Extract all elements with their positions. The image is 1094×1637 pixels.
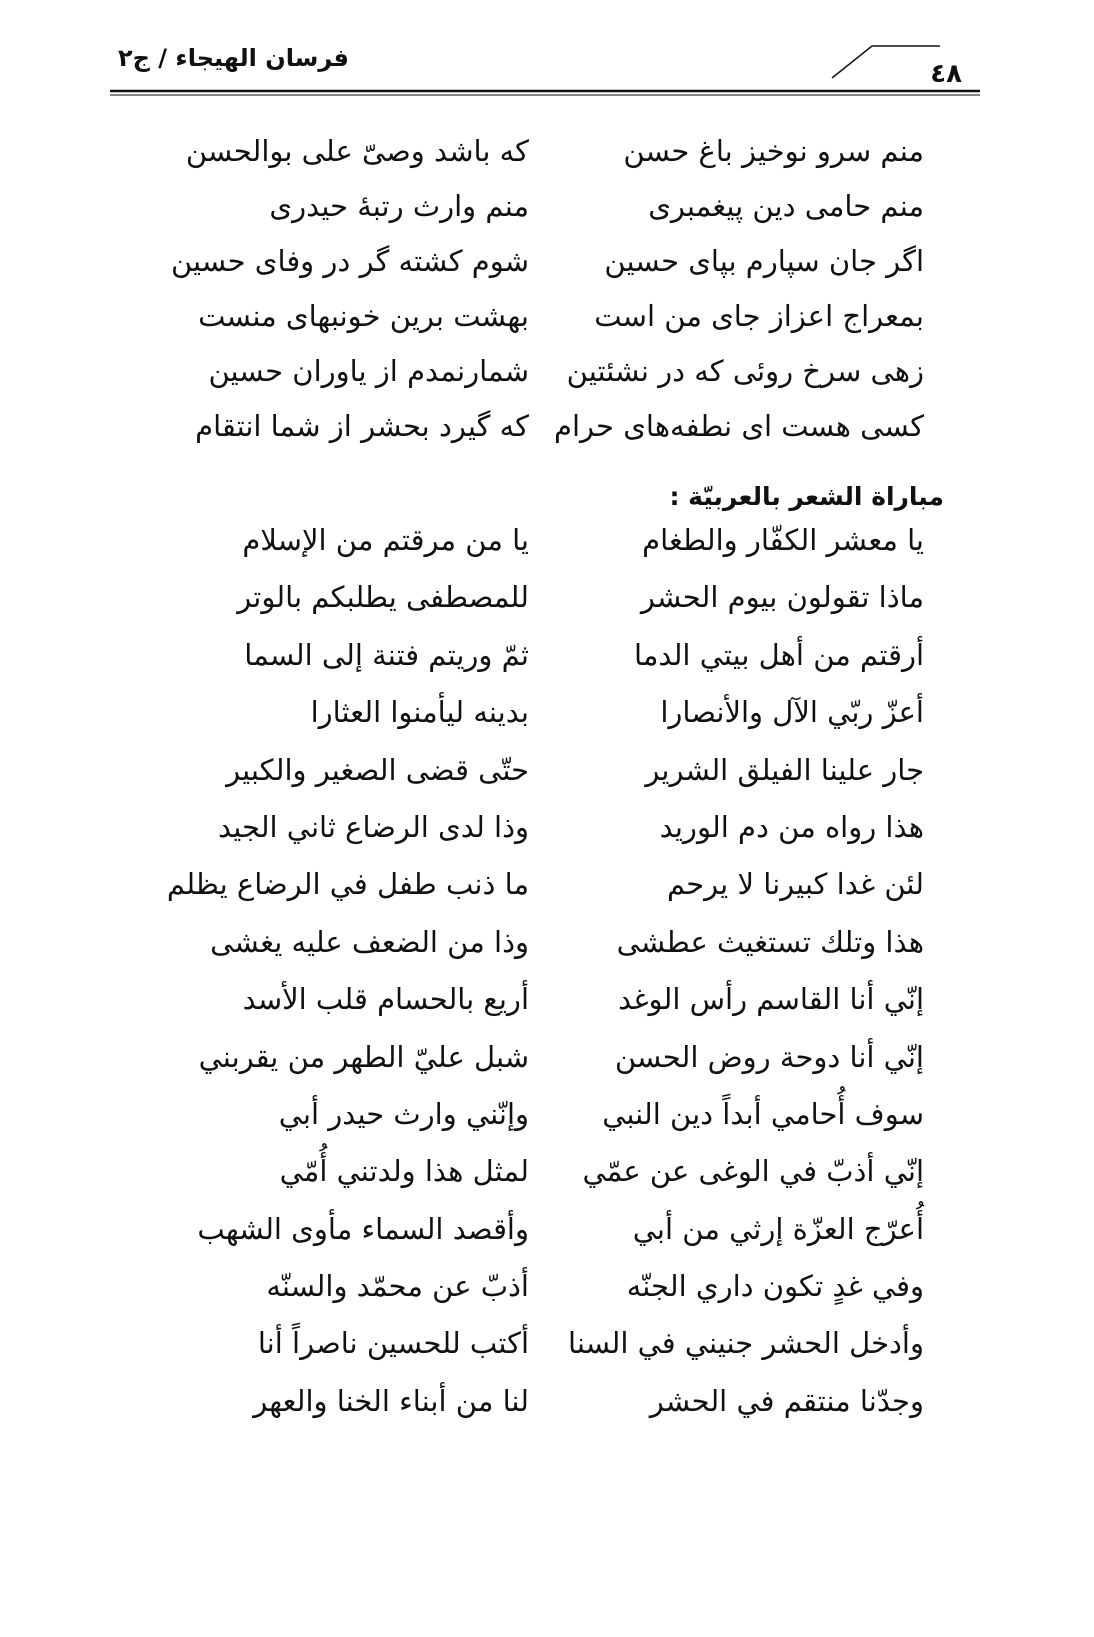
verse-second-hemistich: وإنّني وارث حيدر أبي [278, 1096, 529, 1131]
page-number: ٤٨ [930, 59, 962, 89]
verse-first-hemistich: وأدخل الحشر جنيني في السنا [568, 1326, 924, 1361]
verse-first-hemistich: وفي غدٍ تكون داري الجنّه [626, 1269, 924, 1304]
arabic-poem [0, 512, 1094, 1430]
couplet [0, 179, 1094, 234]
verse-second-hemistich: أذبّ عن محمّد والسنّه [266, 1269, 529, 1304]
verse-second-hemistich: وذا من الضعف عليه يغشى [210, 924, 529, 959]
verse-first-hemistich: اگر جان سپارم بپای حسین [604, 244, 924, 278]
verse-first-hemistich: وجدّنا منتقم في الحشر [649, 1383, 924, 1418]
verse-first-hemistich: أُعرّج العزّة إرثي من أبي [632, 1211, 924, 1246]
verse-first-hemistich: لئن غدا كبيرنا لا يرحم [666, 867, 924, 902]
couplet [0, 1201, 1094, 1258]
verse-second-hemistich: لمثل هذا ولدتني أُمّي [279, 1154, 529, 1189]
verse-second-hemistich: شمارنمدم از یاوران حسین [208, 354, 529, 388]
verse-first-hemistich: يا معشر الكفّار والطغام [642, 523, 924, 557]
verse-second-hemistich: وذا لدى الرضاع ثاني الجيد [218, 809, 529, 844]
verse-second-hemistich: لنا من أبناء الخنا والعهر [253, 1383, 529, 1418]
couplet [0, 627, 1094, 684]
verse-first-hemistich: بمعراج اعزاز جای من است [594, 299, 924, 333]
verse-first-hemistich: منم حامی دین پیغمبری [648, 189, 924, 223]
couplet [0, 289, 1094, 344]
verse-second-hemistich: أكتب للحسين ناصراً أنا [257, 1326, 529, 1361]
verse-first-hemistich: أرقتم من أهل بيتي الدما [634, 637, 924, 672]
verse-first-hemistich: إنّي أنا القاسم رأس الوغد [618, 982, 924, 1017]
verse-first-hemistich: هذا رواه من دم الوريد [659, 809, 924, 844]
verse-second-hemistich: بهشت برین خونبهای منست [198, 299, 529, 333]
couplet [0, 399, 1094, 454]
verse-second-hemistich: ما ذنب طفل في الرضاع يظلم [166, 867, 529, 902]
verse-first-hemistich: هذا وتلك تستغيث عطشى [616, 924, 924, 959]
verse-second-hemistich: شوم کشته گر در وفای حسین [170, 244, 529, 278]
verse-second-hemistich: بدينه ليأمنوا العثارا [310, 695, 529, 730]
verse-first-hemistich: أعزّ ربّي الآل والأنصارا [660, 695, 924, 730]
verse-second-hemistich: ثمّ وريتم فتنة إلى السما [244, 637, 529, 672]
verse-first-hemistich: کسی هست ای نطفه‌های حرام [554, 409, 924, 443]
verse-second-hemistich: وأقصد السماء مأوى الشهب [197, 1211, 529, 1246]
couplet [0, 856, 1094, 913]
couplet [0, 1315, 1094, 1372]
verse-second-hemistich: که گیرد بحشر از شما انتقام [195, 409, 529, 443]
couplet [0, 124, 1094, 179]
couplet [0, 1029, 1094, 1086]
persian-poem [0, 124, 1094, 454]
verse-second-hemistich: حتّى قضى الصغير والكبير [226, 752, 529, 787]
couplet [0, 684, 1094, 741]
couplet [0, 742, 1094, 799]
verse-first-hemistich: منم سرو نوخیز باغ حسن [623, 134, 924, 168]
couplet [0, 1086, 1094, 1143]
verse-first-hemistich: زهی سرخ روئی که در نشئتین [566, 354, 924, 388]
running-head: فرسان الهيجاء / ج٢ [118, 44, 349, 72]
verse-first-hemistich: جار علينا الفيلق الشرير [645, 752, 924, 787]
couplet [0, 344, 1094, 399]
verse-first-hemistich: سوف أُحامي أبداً دين النبي [602, 1096, 924, 1131]
couplet [0, 799, 1094, 856]
couplet [0, 1143, 1094, 1200]
verse-second-hemistich: منم وارث رتبهٔ حیدری [269, 189, 529, 223]
couplet [0, 234, 1094, 289]
verse-first-hemistich: إنّي أنا دوحة روض الحسن [614, 1039, 924, 1074]
page-header [110, 44, 980, 96]
section-heading: مباراة الشعر بالعربيّة : [669, 482, 944, 511]
verse-second-hemistich: للمصطفى يطلبكم بالوتر [237, 580, 529, 615]
verse-first-hemistich: إنّي أذبّ في الوغى عن عمّي [582, 1154, 924, 1189]
couplet [0, 971, 1094, 1028]
couplet [0, 569, 1094, 626]
verse-second-hemistich: أريع بالحسام قلب الأسد [242, 982, 529, 1017]
couplet [0, 1373, 1094, 1430]
couplet [0, 914, 1094, 971]
couplet [0, 1258, 1094, 1315]
verse-second-hemistich: شبل عليّ الطهر من يقربني [198, 1039, 529, 1074]
couplet [0, 512, 1094, 569]
verse-second-hemistich: که باشد وصیّ علی بوالحسن [185, 134, 529, 168]
verse-second-hemistich: يا من مرقتم من الإسلام [242, 523, 529, 557]
verse-first-hemistich: ماذا تقولون بيوم الحشر [640, 580, 924, 615]
